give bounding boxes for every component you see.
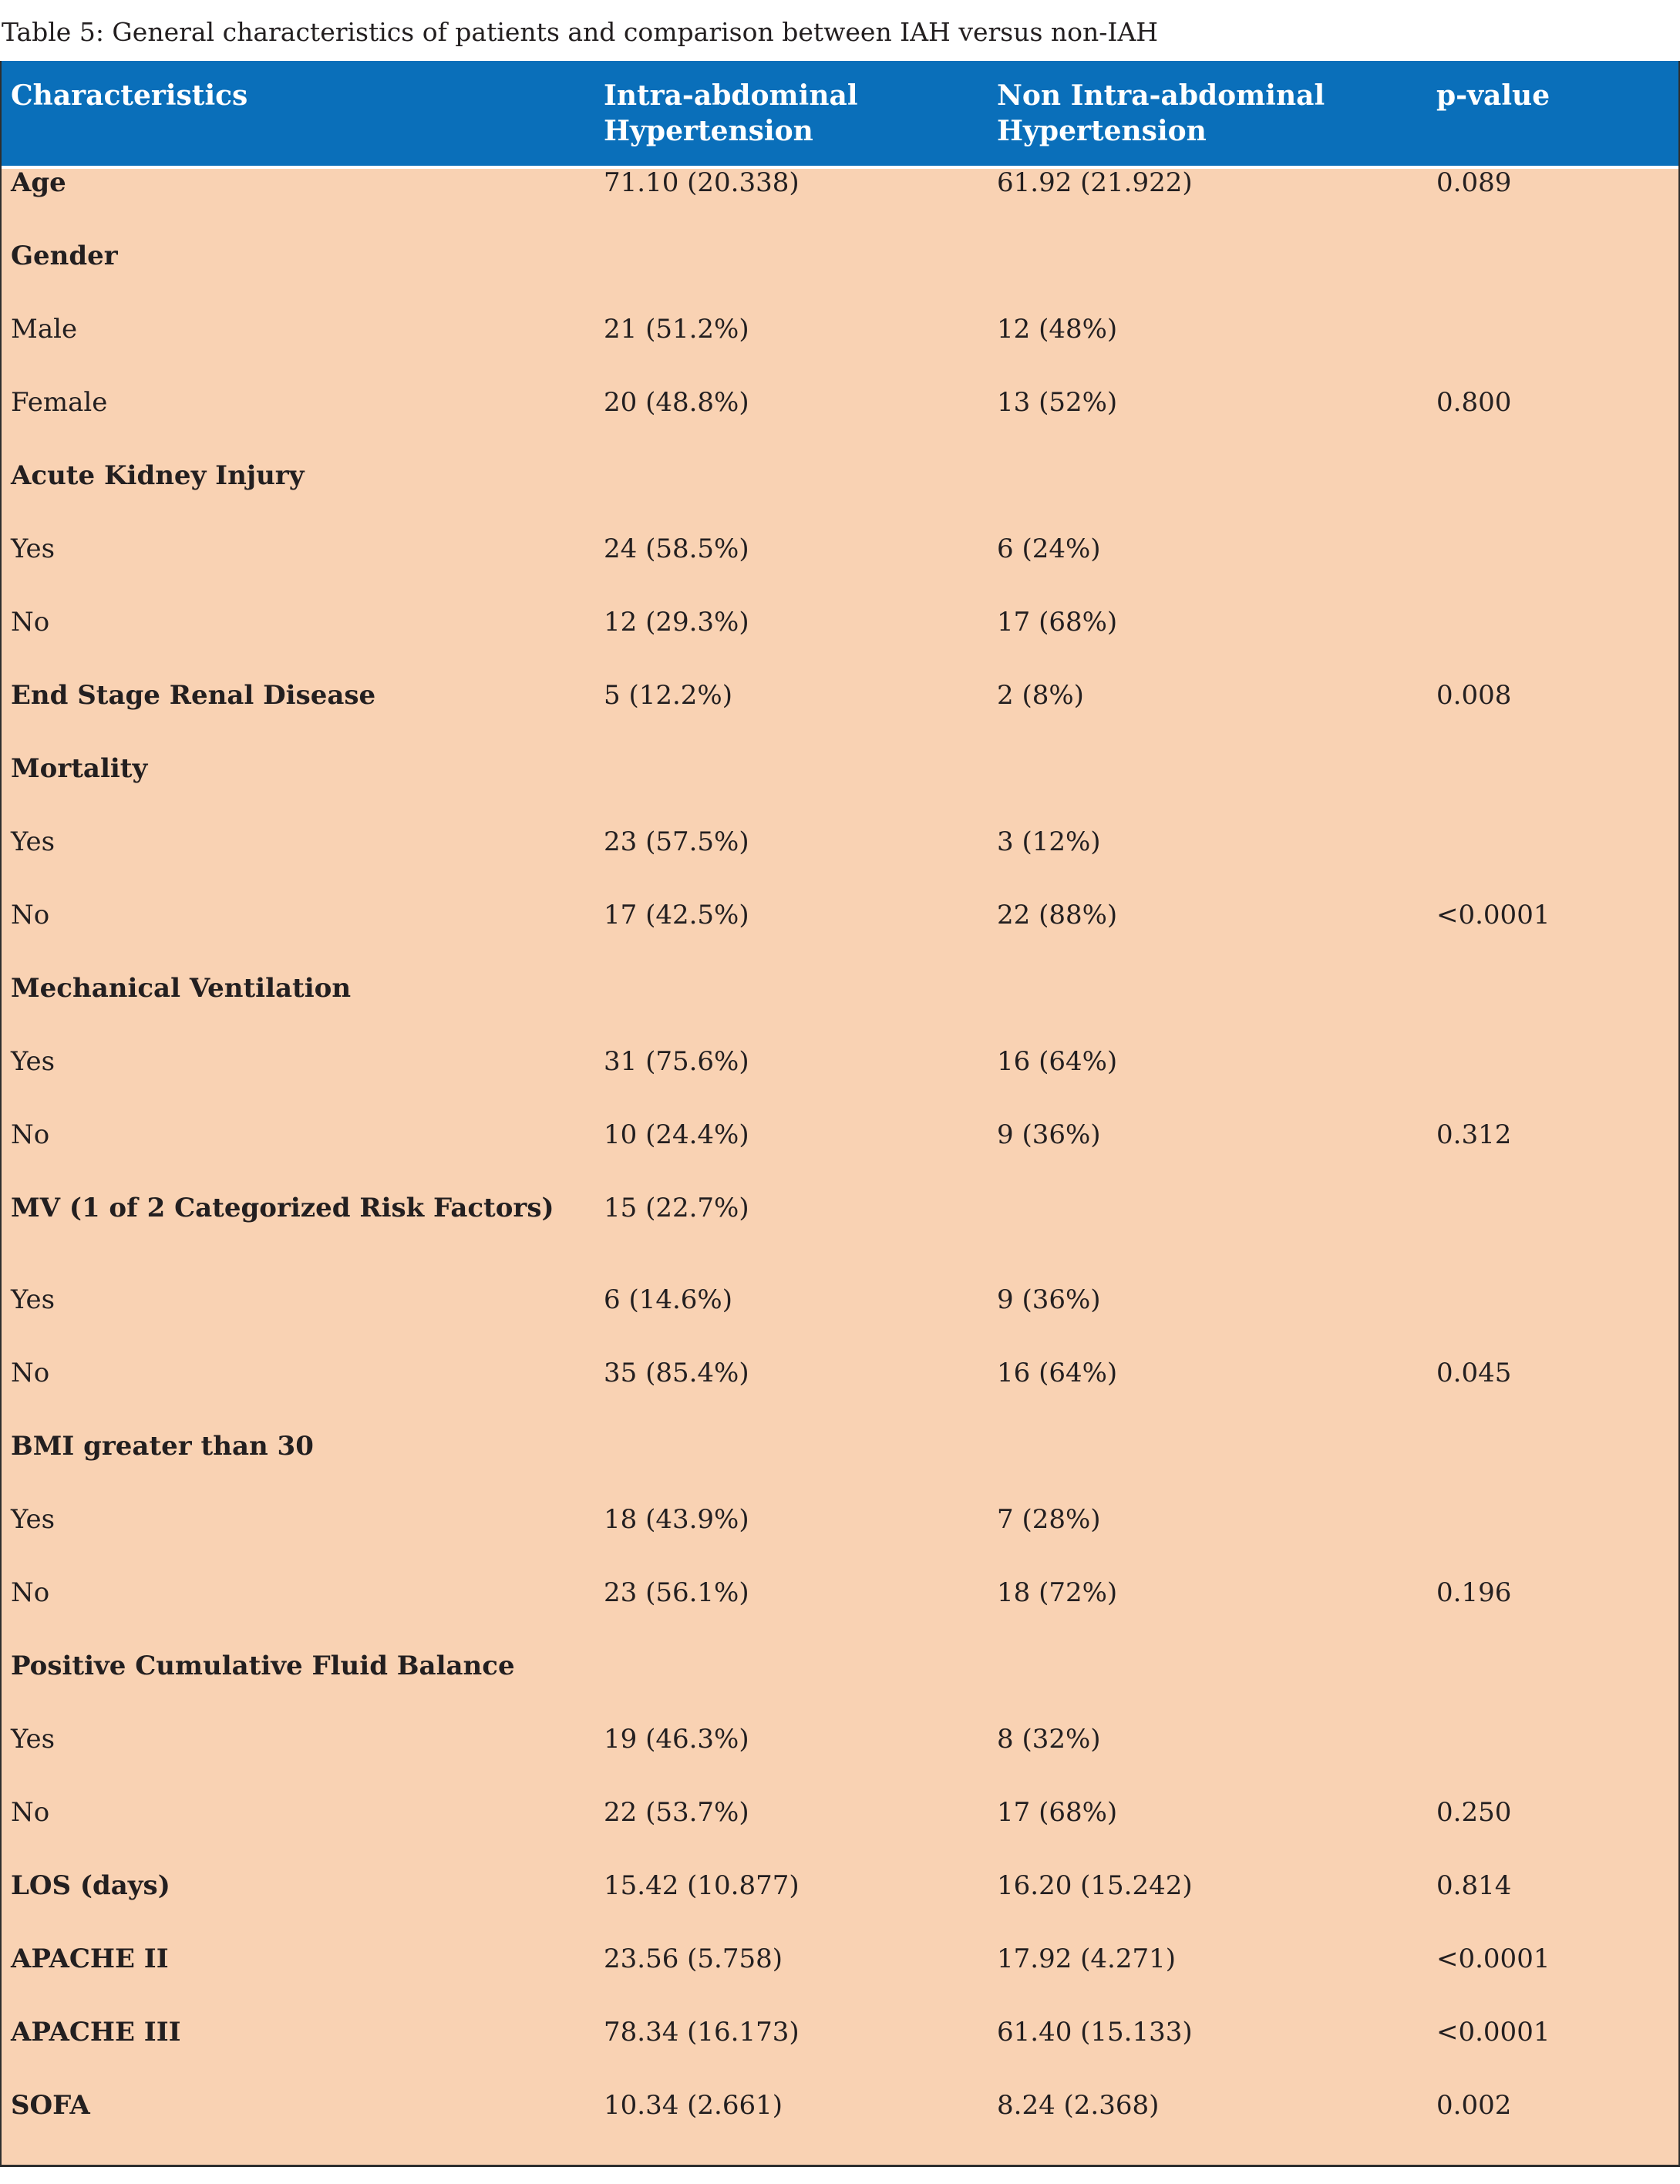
- row-label: BMI greater than 30: [11, 1431, 314, 1462]
- header-characteristics: Characteristics: [11, 79, 248, 112]
- row-label: Yes: [11, 1284, 56, 1315]
- table-row: [2, 1425, 1678, 1468]
- row-label: Age: [11, 167, 66, 198]
- row-non-iah-value: 61.40 (15.133): [997, 2017, 1193, 2048]
- row-iah-value: 6 (14.6%): [604, 1284, 732, 1315]
- row-iah-value: 23 (56.1%): [604, 1577, 749, 1608]
- table-row: [2, 1040, 1678, 1083]
- header-non-iah-line2: Hypertension: [997, 115, 1207, 147]
- table-row: [2, 1791, 1678, 1834]
- row-label: Gender: [11, 241, 118, 271]
- row-iah-value: 23.56 (5.758): [604, 1943, 783, 1974]
- row-non-iah-value: 16 (64%): [997, 1358, 1118, 1388]
- row-label: LOS (days): [11, 1870, 170, 1901]
- row-iah-value: 12 (29.3%): [604, 607, 749, 638]
- row-pvalue: 0.250: [1436, 1797, 1512, 1828]
- header-non-iah-line1: Non Intra-abdominal: [997, 79, 1325, 112]
- row-pvalue: <0.0001: [1436, 1943, 1550, 1974]
- row-non-iah-value: 8.24 (2.368): [997, 2090, 1160, 2121]
- row-iah-value: 24 (58.5%): [604, 533, 749, 564]
- table-row: [2, 601, 1678, 644]
- table-row: [2, 820, 1678, 863]
- row-iah-value: 23 (57.5%): [604, 826, 749, 857]
- row-non-iah-value: 17 (68%): [997, 607, 1118, 638]
- table-row: [2, 1864, 1678, 1907]
- table-row: [2, 234, 1678, 278]
- table-row: [2, 1498, 1678, 1541]
- row-label: No: [11, 1797, 50, 1828]
- row-label: No: [11, 1358, 50, 1388]
- row-non-iah-value: 3 (12%): [997, 826, 1101, 857]
- characteristics-table: [0, 61, 1680, 2167]
- row-iah-value: 71.10 (20.338): [604, 167, 800, 198]
- row-label: End Stage Renal Disease: [11, 680, 376, 711]
- table-row: [2, 161, 1678, 204]
- row-pvalue: 0.800: [1436, 387, 1512, 418]
- row-pvalue: 0.045: [1436, 1358, 1512, 1388]
- row-non-iah-value: 22 (88%): [997, 900, 1118, 930]
- table-row: [2, 527, 1678, 570]
- row-non-iah-value: 18 (72%): [997, 1577, 1118, 1608]
- table-row: [2, 967, 1678, 1010]
- row-pvalue: 0.089: [1436, 167, 1512, 198]
- table-row: [2, 1278, 1678, 1321]
- row-iah-value: 18 (43.9%): [604, 1504, 749, 1535]
- row-iah-value: 78.34 (16.173): [604, 2017, 800, 2048]
- row-non-iah-value: 17.92 (4.271): [997, 1943, 1177, 1974]
- row-pvalue: 0.312: [1436, 1119, 1512, 1150]
- row-label: Mortality: [11, 753, 148, 784]
- row-pvalue: <0.0001: [1436, 2017, 1550, 2048]
- table-row: [2, 1571, 1678, 1614]
- row-iah-value: 19 (46.3%): [604, 1724, 749, 1755]
- row-label: MV (1 of 2 Categorized Risk Factors): [11, 1193, 554, 1223]
- row-iah-value: 15 (22.7%): [604, 1193, 749, 1223]
- row-pvalue: 0.196: [1436, 1577, 1512, 1608]
- row-label: Yes: [11, 533, 56, 564]
- row-iah-value: 20 (48.8%): [604, 387, 749, 418]
- row-label: Yes: [11, 1046, 56, 1077]
- table-row: [2, 2011, 1678, 2054]
- table-row: [2, 893, 1678, 937]
- row-iah-value: 35 (85.4%): [604, 1358, 749, 1388]
- header-iah-line2: Hypertension: [604, 115, 813, 147]
- table-row: [2, 1351, 1678, 1395]
- table-row: [2, 381, 1678, 424]
- table-row: [2, 674, 1678, 717]
- row-label: Male: [11, 314, 78, 345]
- row-label: No: [11, 1119, 50, 1150]
- row-non-iah-value: 16.20 (15.242): [997, 1870, 1193, 1901]
- table-caption: Table 5: General characteristics of patients and comparison between IAH versus non-IAH: [2, 17, 1159, 47]
- table-row: [2, 1718, 1678, 1761]
- row-label: Yes: [11, 1724, 56, 1755]
- row-non-iah-value: 13 (52%): [997, 387, 1118, 418]
- row-non-iah-value: 17 (68%): [997, 1797, 1118, 1828]
- row-label: APACHE II: [11, 1943, 169, 1974]
- row-iah-value: 21 (51.2%): [604, 314, 749, 345]
- row-iah-value: 10.34 (2.661): [604, 2090, 783, 2121]
- table-row: [2, 1937, 1678, 1980]
- table-row: [2, 1113, 1678, 1156]
- row-iah-value: 10 (24.4%): [604, 1119, 749, 1150]
- row-label: Positive Cumulative Fluid Balance: [11, 1651, 515, 1681]
- header-iah-line1: Intra-abdominal: [604, 79, 858, 112]
- row-non-iah-value: 7 (28%): [997, 1504, 1101, 1535]
- table-row: [2, 1644, 1678, 1688]
- row-non-iah-value: 61.92 (21.922): [997, 167, 1193, 198]
- row-non-iah-value: 12 (48%): [997, 314, 1118, 345]
- row-label: APACHE III: [11, 2017, 181, 2048]
- row-label: Mechanical Ventilation: [11, 973, 352, 1004]
- row-pvalue: 0.008: [1436, 680, 1512, 711]
- row-pvalue: 0.814: [1436, 1870, 1512, 1901]
- row-iah-value: 5 (12.2%): [604, 680, 732, 711]
- row-non-iah-value: 9 (36%): [997, 1284, 1101, 1315]
- table-row: [2, 747, 1678, 790]
- row-pvalue: <0.0001: [1436, 900, 1550, 930]
- row-label: Acute Kidney Injury: [11, 460, 305, 491]
- row-iah-value: 15.42 (10.877): [604, 1870, 800, 1901]
- table-row: [2, 454, 1678, 497]
- table-row: [2, 308, 1678, 351]
- row-label: No: [11, 607, 50, 638]
- row-pvalue: 0.002: [1436, 2090, 1512, 2121]
- table-row: [2, 2084, 1678, 2127]
- row-label: No: [11, 1577, 50, 1608]
- row-non-iah-value: 9 (36%): [997, 1119, 1101, 1150]
- row-label: Yes: [11, 1504, 56, 1535]
- row-non-iah-value: 6 (24%): [997, 533, 1101, 564]
- row-label: Female: [11, 387, 108, 418]
- row-iah-value: 22 (53.7%): [604, 1797, 749, 1828]
- row-non-iah-value: 16 (64%): [997, 1046, 1118, 1077]
- row-label: SOFA: [11, 2090, 90, 2121]
- row-label: No: [11, 900, 50, 930]
- table-header: [2, 61, 1678, 169]
- row-label: Yes: [11, 826, 56, 857]
- row-iah-value: 31 (75.6%): [604, 1046, 749, 1077]
- header-pvalue: p-value: [1436, 79, 1550, 112]
- row-non-iah-value: 8 (32%): [997, 1724, 1101, 1755]
- header-iah: [604, 78, 858, 149]
- header-non-iah: [997, 78, 1325, 149]
- row-iah-value: 17 (42.5%): [604, 900, 749, 930]
- row-non-iah-value: 2 (8%): [997, 680, 1084, 711]
- table-row: [2, 1186, 1678, 1230]
